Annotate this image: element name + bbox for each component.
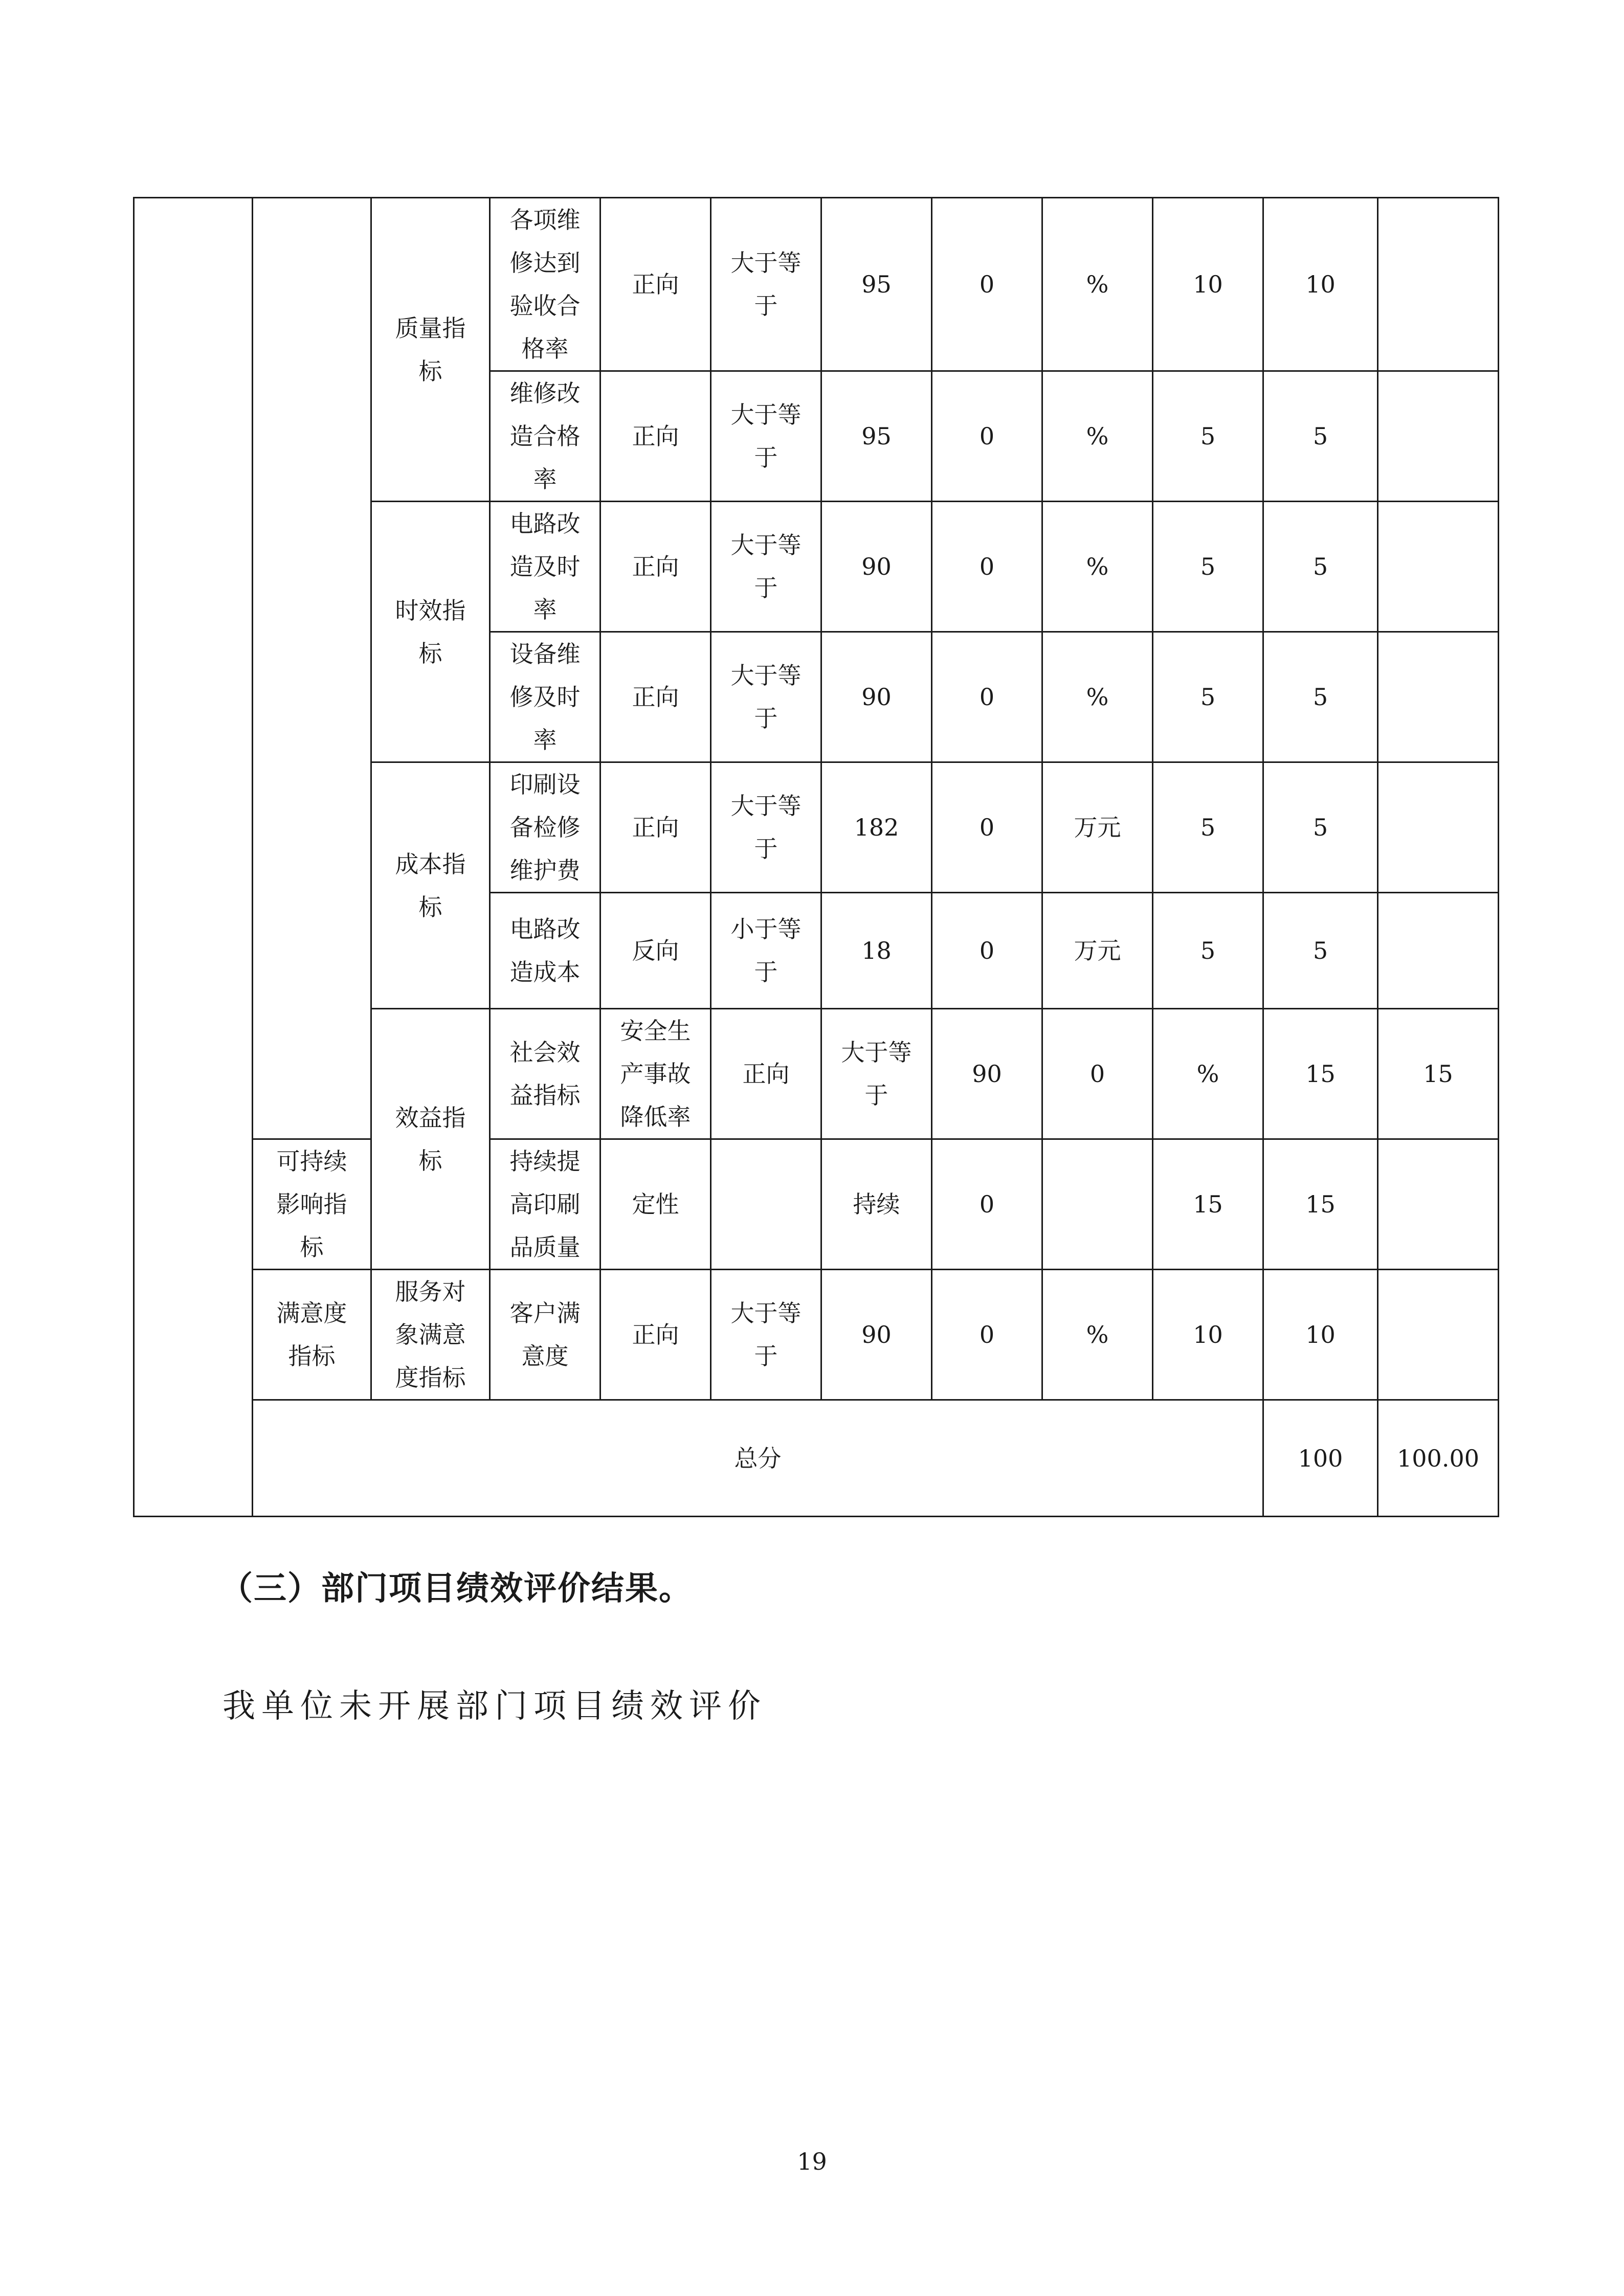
target-cell: 90 (821, 502, 932, 632)
direction-cell: 反向 (600, 893, 711, 1009)
unit-cell (1042, 1139, 1153, 1270)
first-level-cell (134, 198, 253, 1517)
table-row (134, 1270, 1499, 1400)
actual-cell: 0 (932, 762, 1042, 893)
indicator-name: 维修改造合格率 (490, 371, 600, 502)
operator-cell: 大于等于 (821, 1009, 932, 1139)
operator-cell: 大于等于 (711, 1270, 821, 1400)
direction-cell: 正向 (600, 198, 711, 371)
unit-cell: 万元 (1042, 762, 1153, 893)
direction-cell: 正向 (600, 502, 711, 632)
satisfaction-label: 满意度指标 (253, 1270, 371, 1400)
score-cell: 5 (1263, 371, 1378, 502)
weight-cell: 5 (1153, 632, 1263, 762)
direction-cell: 正向 (711, 1009, 821, 1139)
benefit-label: 效益指标 (371, 1009, 490, 1270)
actual-cell: 0 (932, 371, 1042, 502)
actual-cell: 0 (932, 1139, 1042, 1270)
score-cell: 10 (1263, 198, 1378, 371)
operator-cell: 小于等于 (711, 893, 821, 1009)
score-cell: 5 (1263, 502, 1378, 632)
remark-cell (1378, 762, 1499, 893)
target-cell: 90 (821, 632, 932, 762)
unit-cell: % (1042, 502, 1153, 632)
weight-cell: 15 (1153, 1139, 1263, 1270)
unit-cell: % (1042, 198, 1153, 371)
remark-cell (1378, 371, 1499, 502)
operator-cell: 大于等于 (711, 371, 821, 502)
direction-cell: 正向 (600, 371, 711, 502)
total-score: 100.00 (1378, 1400, 1499, 1517)
total-row (134, 1400, 1499, 1517)
score-cell: 10 (1263, 1270, 1378, 1400)
operator-cell: 大于等于 (711, 502, 821, 632)
target-cell: 90 (932, 1009, 1042, 1139)
indicator-name: 电路改造及时率 (490, 502, 600, 632)
unit-cell: % (1153, 1009, 1263, 1139)
unit-cell: % (1042, 1270, 1153, 1400)
weight-cell: 5 (1153, 502, 1263, 632)
indicator-name: 设备维修及时率 (490, 632, 600, 762)
total-weight: 100 (1263, 1400, 1378, 1517)
target-cell: 18 (821, 893, 932, 1009)
indicator-name: 印刷设备检修维护费 (490, 762, 600, 893)
weight-cell: 15 (1263, 1009, 1378, 1139)
actual-cell: 0 (932, 502, 1042, 632)
table-row (134, 198, 1499, 371)
actual-cell: 0 (1042, 1009, 1153, 1139)
second-level-cell (253, 198, 371, 1139)
score-cell: 5 (1263, 762, 1378, 893)
remark-cell (1378, 1270, 1499, 1400)
unit-cell: 万元 (1042, 893, 1153, 1009)
operator-cell (711, 1139, 821, 1270)
operator-cell: 大于等于 (711, 762, 821, 893)
actual-cell: 0 (932, 1270, 1042, 1400)
score-cell: 5 (1263, 632, 1378, 762)
actual-cell: 0 (932, 893, 1042, 1009)
target-cell: 95 (821, 198, 932, 371)
operator-cell: 大于等于 (711, 198, 821, 371)
page-number: 19 (797, 2148, 827, 2175)
direction-cell: 正向 (600, 762, 711, 893)
score-cell: 15 (1378, 1009, 1499, 1139)
score-cell: 15 (1263, 1139, 1378, 1270)
sustainable-impact-label: 可持续影响指标 (253, 1139, 371, 1270)
remark-cell (1378, 893, 1499, 1009)
total-label: 总分 (253, 1400, 1263, 1517)
unit-cell: % (1042, 371, 1153, 502)
remark-cell (1378, 1139, 1499, 1270)
remark-cell (1378, 632, 1499, 762)
performance-table (133, 197, 1499, 1517)
actual-cell: 0 (932, 632, 1042, 762)
section-heading: （三）部门项目绩效评价结果。 (220, 1570, 693, 1608)
service-satisfaction-label: 服务对象满意度指标 (371, 1270, 490, 1400)
weight-cell: 5 (1153, 762, 1263, 893)
weight-cell: 5 (1153, 893, 1263, 1009)
indicator-name: 客户满意度 (490, 1270, 600, 1400)
target-cell: 182 (821, 762, 932, 893)
quality-label: 质量指标 (371, 198, 490, 502)
indicator-name: 电路改造成本 (490, 893, 600, 1009)
weight-cell: 5 (1153, 371, 1263, 502)
target-cell: 持续 (821, 1139, 932, 1270)
cost-label: 成本指标 (371, 762, 490, 1009)
operator-cell: 大于等于 (711, 632, 821, 762)
actual-cell: 0 (932, 198, 1042, 371)
indicator-name: 各项维修达到验收合格率 (490, 198, 600, 371)
target-cell: 95 (821, 371, 932, 502)
score-cell: 5 (1263, 893, 1378, 1009)
direction-cell: 正向 (600, 632, 711, 762)
indicator-name: 安全生产事故降低率 (600, 1009, 711, 1139)
indicator-name: 持续提高印刷品质量 (490, 1139, 600, 1270)
remark-cell (1378, 198, 1499, 371)
weight-cell: 10 (1153, 1270, 1263, 1400)
remark-cell (1378, 502, 1499, 632)
body-paragraph: 我单位未开展部门项目绩效评价 (223, 1687, 767, 1725)
direction-cell: 定性 (600, 1139, 711, 1270)
table-row (134, 1139, 1499, 1270)
direction-cell: 正向 (600, 1270, 711, 1400)
unit-cell: % (1042, 632, 1153, 762)
target-cell: 90 (821, 1270, 932, 1400)
social-benefit-label: 社会效益指标 (490, 1009, 600, 1139)
weight-cell: 10 (1153, 198, 1263, 371)
timeliness-label: 时效指标 (371, 502, 490, 762)
